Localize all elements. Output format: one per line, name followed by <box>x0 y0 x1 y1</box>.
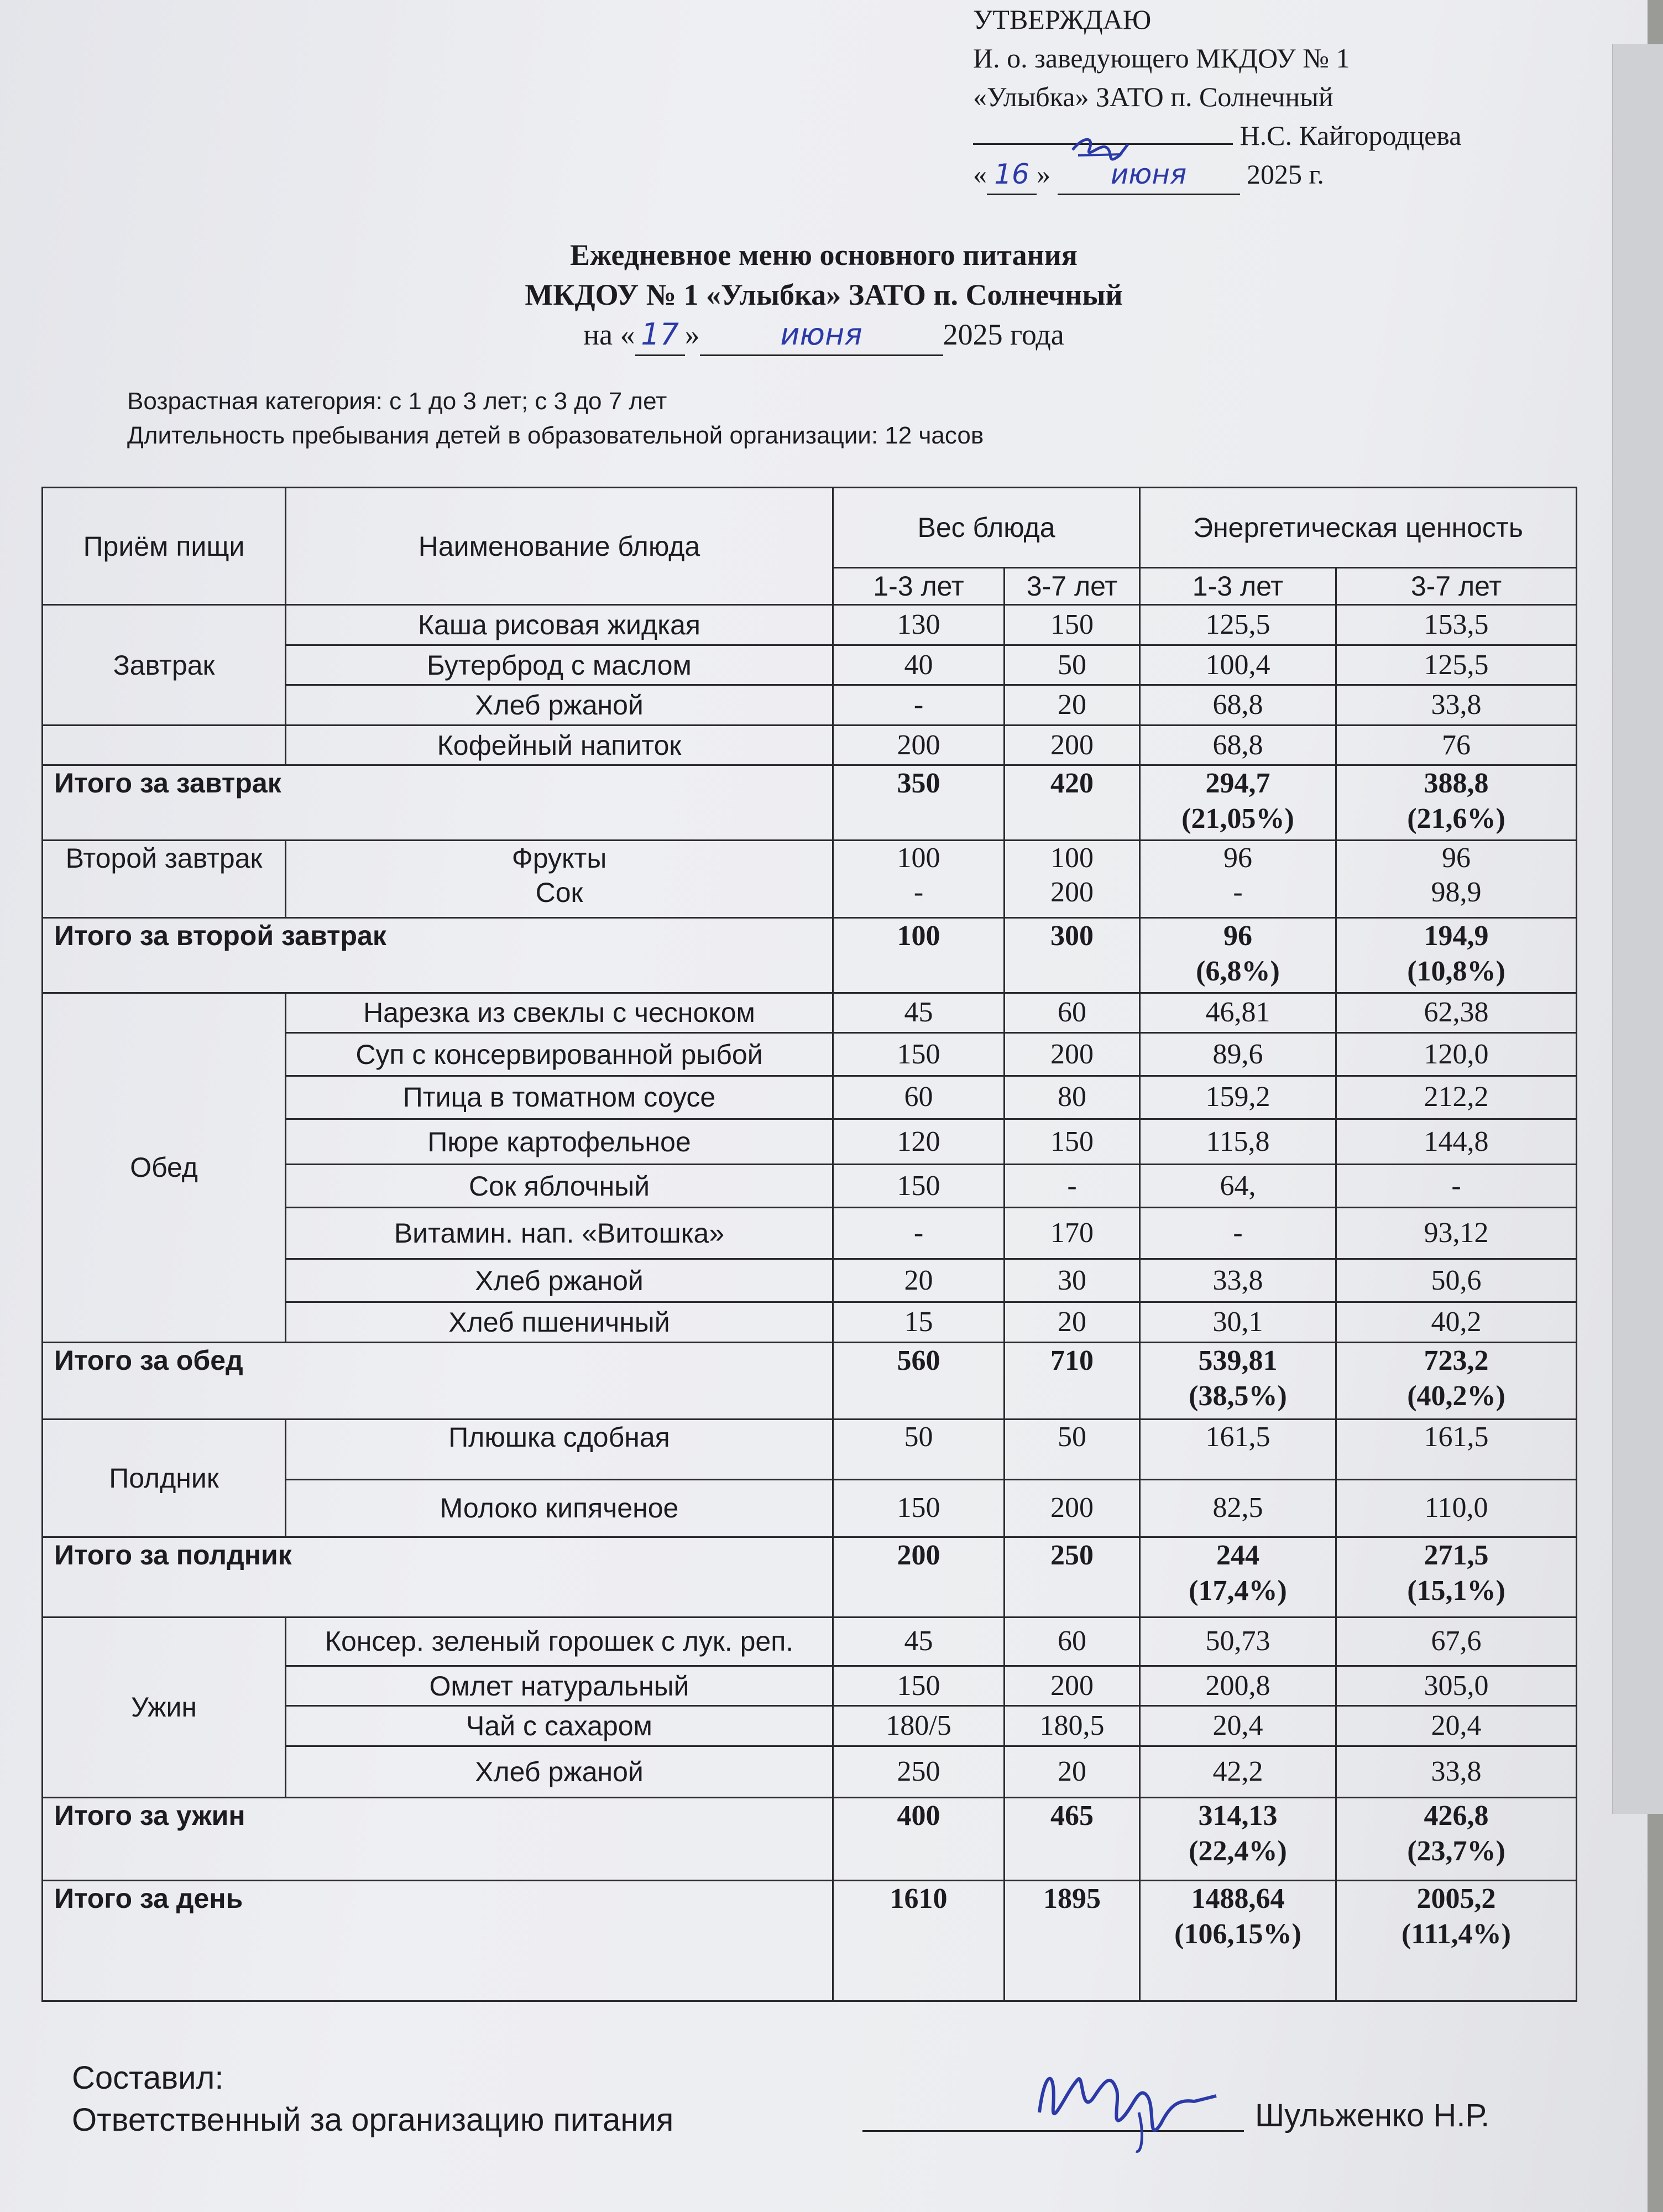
header-weight-age1: 1-3 лет <box>833 568 1005 605</box>
header-dish: Наименование блюда <box>286 488 833 605</box>
total-weight-3-7: 300 <box>1005 917 1140 993</box>
weight-3-7 <box>1005 841 1140 918</box>
total-weight-1-3: 200 <box>833 1537 1005 1617</box>
dish-name: Суп с консервированной рыбой <box>286 1033 833 1076</box>
approval-signature-icon <box>1067 133 1133 172</box>
weight-1-3: - <box>833 685 1005 726</box>
total-row-snack <box>43 1537 1577 1617</box>
responsible-role: Ответственный за организацию питания <box>72 2102 674 2138</box>
energy-1-3: 50,73 <box>1140 1617 1336 1666</box>
energy-3-7: 62,38 <box>1336 993 1577 1033</box>
weight-3-7: 200 <box>1005 1033 1140 1076</box>
dish-name: Витамин. нап. «Витошка» <box>286 1208 833 1259</box>
compiled-label: Составил: <box>72 2060 224 2096</box>
total-label: Итого за обед <box>43 1342 833 1420</box>
header-energy: Энергетическая ценность <box>1140 488 1577 568</box>
title-date-day: 17 <box>635 315 685 356</box>
menu-table <box>41 487 1577 2002</box>
approval-date-year: 2025 г. <box>1247 159 1324 190</box>
energy-1-3: 30,1 <box>1140 1302 1336 1343</box>
energy-value: - <box>1233 877 1243 909</box>
energy-3-7: 153,5 <box>1336 605 1577 645</box>
weight-3-7: 20 <box>1005 685 1140 726</box>
meal-dinner: Ужин <box>43 1617 286 1797</box>
approval-date-open: « <box>973 159 987 190</box>
total-energy-3-7 <box>1336 1798 1577 1881</box>
energy-3-7: 305,0 <box>1336 1666 1577 1706</box>
total-energy-percent: (106,15%) <box>1174 1918 1301 1950</box>
total-weight-3-7: 710 <box>1005 1342 1140 1420</box>
total-weight-3-7: 250 <box>1005 1537 1140 1617</box>
total-energy-percent: (10,8%) <box>1407 955 1505 987</box>
title-date-suffix: 2025 года <box>943 318 1064 351</box>
total-energy-value: 194,9 <box>1424 920 1489 952</box>
total-row-day <box>43 1881 1577 2001</box>
energy-3-7: 110,0 <box>1336 1480 1577 1537</box>
energy-1-3 <box>1140 841 1336 918</box>
total-energy-value: 539,81 <box>1198 1344 1278 1376</box>
dish-name: Молоко кипяченое <box>286 1480 833 1537</box>
table-row <box>43 993 1577 1033</box>
energy-1-3: 42,2 <box>1140 1746 1336 1797</box>
total-energy-percent: (111,4%) <box>1401 1918 1511 1950</box>
energy-1-3: 115,8 <box>1140 1119 1336 1165</box>
dish-name: Чай с сахаром <box>286 1706 833 1746</box>
dish-name: Хлеб ржаной <box>286 685 833 726</box>
weight-3-7: 20 <box>1005 1302 1140 1343</box>
total-energy-percent: (21,6%) <box>1407 803 1505 835</box>
approval-block <box>973 0 1461 195</box>
total-weight-1-3: 100 <box>833 917 1005 993</box>
total-energy-1-3 <box>1140 1342 1336 1420</box>
total-row-dinner <box>43 1798 1577 1881</box>
weight-3-7: 50 <box>1005 645 1140 685</box>
meal-empty-cell <box>43 725 286 765</box>
stay-duration: Длительность пребывания детей в образовательной организации: 12 часов <box>127 422 984 449</box>
total-energy-3-7 <box>1336 917 1577 993</box>
total-energy-percent: (6,8%) <box>1196 955 1280 987</box>
title-line-1: Ежедневное меню основного питания <box>569 238 1078 272</box>
energy-1-3: 161,5 <box>1140 1420 1336 1480</box>
total-energy-3-7 <box>1336 1342 1577 1420</box>
signature-block <box>72 2057 673 2141</box>
total-energy-3-7 <box>1336 1537 1577 1617</box>
total-energy-percent: (21,05%) <box>1181 803 1294 835</box>
total-energy-1-3 <box>1140 1537 1336 1617</box>
energy-1-3: 89,6 <box>1140 1033 1336 1076</box>
header-energy-age2: 3-7 лет <box>1336 568 1577 605</box>
header-weight: Вес блюда <box>833 488 1140 568</box>
total-label: Итого за день <box>43 1881 833 2001</box>
total-energy-value: 244 <box>1216 1539 1259 1571</box>
dish-name: Консер. зеленый горошек с лук. реп. <box>286 1617 833 1666</box>
dish-name: Нарезка из свеклы с чесноком <box>286 993 833 1033</box>
title-date <box>0 315 1648 356</box>
dish-name: Птица в томатном соусе <box>286 1076 833 1119</box>
weight-1-3: 180/5 <box>833 1706 1005 1746</box>
energy-3-7: 67,6 <box>1336 1617 1577 1666</box>
total-energy-value: 1488,64 <box>1191 1883 1285 1915</box>
weight-value: - <box>913 877 924 909</box>
energy-3-7: 76 <box>1336 725 1577 765</box>
weight-3-7: 60 <box>1005 1617 1140 1666</box>
title-line-2: МКДОУ № 1 «Улыбка» ЗАТО п. Солнечный <box>525 278 1123 311</box>
menu-meta <box>127 384 984 453</box>
approval-heading: УТВЕРЖДАЮ <box>973 4 1152 35</box>
energy-3-7: 33,8 <box>1336 685 1577 726</box>
dish-name: Хлеб ржаной <box>286 1746 833 1797</box>
total-label: Итого за ужин <box>43 1798 833 1881</box>
total-energy-value: 2005,2 <box>1416 1883 1496 1915</box>
weight-3-7: 150 <box>1005 1119 1140 1165</box>
energy-value: 98,9 <box>1431 877 1482 909</box>
title-date-mid: » <box>684 318 700 351</box>
energy-1-3: 82,5 <box>1140 1480 1336 1537</box>
energy-3-7 <box>1336 841 1577 918</box>
weight-1-3: 200 <box>833 725 1005 765</box>
table-row <box>43 1420 1577 1480</box>
weight-3-7: 50 <box>1005 1420 1140 1480</box>
age-category: Возрастная категория: с 1 до 3 лет; с 3 до 7 лет <box>127 388 667 415</box>
weight-3-7: 80 <box>1005 1076 1140 1119</box>
meal-breakfast: Завтрак <box>43 605 286 726</box>
weight-3-7: - <box>1005 1165 1140 1208</box>
energy-3-7: 40,2 <box>1336 1302 1577 1343</box>
weight-3-7: 200 <box>1005 1480 1140 1537</box>
total-energy-value: 426,8 <box>1424 1800 1489 1832</box>
weight-1-3: 45 <box>833 993 1005 1033</box>
approval-name: Н.С. Кайгородцева <box>1240 120 1462 151</box>
weight-3-7: 200 <box>1005 725 1140 765</box>
total-energy-1-3 <box>1140 1798 1336 1881</box>
total-energy-value: 294,7 <box>1205 768 1270 800</box>
energy-1-3: 100,4 <box>1140 645 1336 685</box>
dish-name <box>286 841 833 918</box>
table-row <box>43 841 1577 918</box>
title-date-prefix: на « <box>583 318 635 351</box>
weight-1-3: 50 <box>833 1420 1005 1480</box>
header-weight-age2: 3-7 лет <box>1005 568 1140 605</box>
total-energy-1-3 <box>1140 917 1336 993</box>
weight-1-3: 20 <box>833 1259 1005 1302</box>
table-row <box>43 725 1577 765</box>
total-energy-3-7 <box>1336 765 1577 841</box>
total-row-second-breakfast <box>43 917 1577 993</box>
weight-3-7: 60 <box>1005 993 1140 1033</box>
energy-3-7: 50,6 <box>1336 1259 1577 1302</box>
approval-sign-field <box>973 143 1233 145</box>
total-weight-1-3: 560 <box>833 1342 1005 1420</box>
energy-3-7: - <box>1336 1165 1577 1208</box>
energy-1-3: 68,8 <box>1140 725 1336 765</box>
dish-name: Плюшка сдобная <box>286 1420 833 1480</box>
approval-date-day: 16 <box>987 155 1037 195</box>
total-energy-value: 271,5 <box>1424 1539 1489 1571</box>
table-row <box>43 605 1577 645</box>
total-energy-1-3 <box>1140 765 1336 841</box>
weight-1-3: 40 <box>833 645 1005 685</box>
energy-3-7: 212,2 <box>1336 1076 1577 1119</box>
total-energy-value: 723,2 <box>1424 1344 1489 1376</box>
dish-name: Хлеб пшеничный <box>286 1302 833 1343</box>
weight-1-3: 60 <box>833 1076 1005 1119</box>
document-title <box>0 235 1648 356</box>
approval-date <box>973 155 1461 195</box>
total-energy-percent: (40,2%) <box>1407 1380 1505 1412</box>
handwritten-signature-icon <box>1028 2046 1227 2157</box>
energy-1-3: 68,8 <box>1140 685 1336 726</box>
energy-1-3: - <box>1140 1208 1336 1259</box>
dish-fruits: Фрукты <box>511 843 607 874</box>
weight-3-7: 200 <box>1005 1666 1140 1706</box>
weight-1-3: 150 <box>833 1666 1005 1706</box>
total-energy-value: 96 <box>1223 920 1252 952</box>
weight-1-3: - <box>833 1208 1005 1259</box>
weight-3-7: 150 <box>1005 605 1140 645</box>
dish-name: Каша рисовая жидкая <box>286 605 833 645</box>
total-weight-1-3: 400 <box>833 1798 1005 1881</box>
table-row <box>43 1617 1577 1666</box>
dish-name: Хлеб ржаной <box>286 1259 833 1302</box>
weight-3-7: 170 <box>1005 1208 1140 1259</box>
energy-3-7: 144,8 <box>1336 1119 1577 1165</box>
total-energy-percent: (23,7%) <box>1407 1835 1505 1867</box>
weight-1-3: 250 <box>833 1746 1005 1797</box>
energy-3-7: 20,4 <box>1336 1706 1577 1746</box>
weight-1-3: 150 <box>833 1165 1005 1208</box>
meal-lunch: Обед <box>43 993 286 1342</box>
energy-1-3: 200,8 <box>1140 1666 1336 1706</box>
total-weight-3-7: 1895 <box>1005 1881 1140 2001</box>
approval-date-close: » <box>1037 159 1050 190</box>
total-label: Итого за полдник <box>43 1537 833 1617</box>
energy-3-7: 33,8 <box>1336 1746 1577 1797</box>
header-meal: Приём пищи <box>43 488 286 605</box>
energy-1-3: 64, <box>1140 1165 1336 1208</box>
dish-juice: Сок <box>535 877 583 909</box>
weight-1-3 <box>833 841 1005 918</box>
approval-position: И. о. заведующего МКДОУ № 1 <box>973 43 1350 74</box>
energy-3-7: 125,5 <box>1336 645 1577 685</box>
dish-name: Сок яблочный <box>286 1165 833 1208</box>
dish-name: Омлет натуральный <box>286 1666 833 1706</box>
energy-3-7: 120,0 <box>1336 1033 1577 1076</box>
weight-3-7: 180,5 <box>1005 1706 1140 1746</box>
total-energy-percent: (15,1%) <box>1407 1574 1505 1606</box>
energy-1-3: 159,2 <box>1140 1076 1336 1119</box>
approval-org: «Улыбка» ЗАТО п. Солнечный <box>973 81 1333 112</box>
weight-3-7: 20 <box>1005 1746 1140 1797</box>
total-label: Итого за второй завтрак <box>43 917 833 993</box>
total-energy-percent: (38,5%) <box>1189 1380 1287 1412</box>
energy-1-3: 20,4 <box>1140 1706 1336 1746</box>
energy-1-3: 46,81 <box>1140 993 1336 1033</box>
meal-snack: Полдник <box>43 1420 286 1537</box>
total-row-lunch <box>43 1342 1577 1420</box>
approval-signature-line <box>973 116 1461 155</box>
energy-value: 96 <box>1442 842 1471 874</box>
energy-1-3: 125,5 <box>1140 605 1336 645</box>
dish-name: Пюре картофельное <box>286 1119 833 1165</box>
weight-value: 200 <box>1050 877 1094 909</box>
dish-name: Бутерброд с маслом <box>286 645 833 685</box>
weight-value: 100 <box>1050 842 1094 874</box>
weight-1-3: 45 <box>833 1617 1005 1666</box>
total-energy-percent: (17,4%) <box>1189 1574 1287 1606</box>
weight-3-7: 30 <box>1005 1259 1140 1302</box>
total-weight-3-7: 465 <box>1005 1798 1140 1881</box>
energy-value: 96 <box>1223 842 1252 874</box>
dish-name: Кофейный напиток <box>286 725 833 765</box>
weight-1-3: 150 <box>833 1480 1005 1537</box>
total-energy-percent: (22,4%) <box>1189 1835 1287 1867</box>
table-header-row <box>43 488 1577 568</box>
title-date-month: июня <box>700 315 943 356</box>
weight-value: 100 <box>897 842 940 874</box>
weight-1-3: 150 <box>833 1033 1005 1076</box>
total-energy-value: 314,13 <box>1198 1800 1278 1832</box>
weight-1-3: 120 <box>833 1119 1005 1165</box>
total-energy-1-3 <box>1140 1881 1336 2001</box>
approval-date-month: июня <box>1058 155 1240 195</box>
weight-1-3: 15 <box>833 1302 1005 1343</box>
energy-3-7: 161,5 <box>1336 1420 1577 1480</box>
total-weight-1-3: 1610 <box>833 1881 1005 2001</box>
total-weight-3-7: 420 <box>1005 765 1140 841</box>
total-energy-3-7 <box>1336 1881 1577 2001</box>
total-row-breakfast <box>43 765 1577 841</box>
meal-second-breakfast: Второй завтрак <box>43 841 286 918</box>
energy-3-7: 93,12 <box>1336 1208 1577 1259</box>
total-energy-value: 388,8 <box>1424 768 1489 800</box>
weight-1-3: 130 <box>833 605 1005 645</box>
header-energy-age1: 1-3 лет <box>1140 568 1336 605</box>
responsible-name: Шульженко Н.Р. <box>1255 2098 1490 2133</box>
energy-1-3: 33,8 <box>1140 1259 1336 1302</box>
total-weight-1-3: 350 <box>833 765 1005 841</box>
total-label: Итого за завтрак <box>43 765 833 841</box>
